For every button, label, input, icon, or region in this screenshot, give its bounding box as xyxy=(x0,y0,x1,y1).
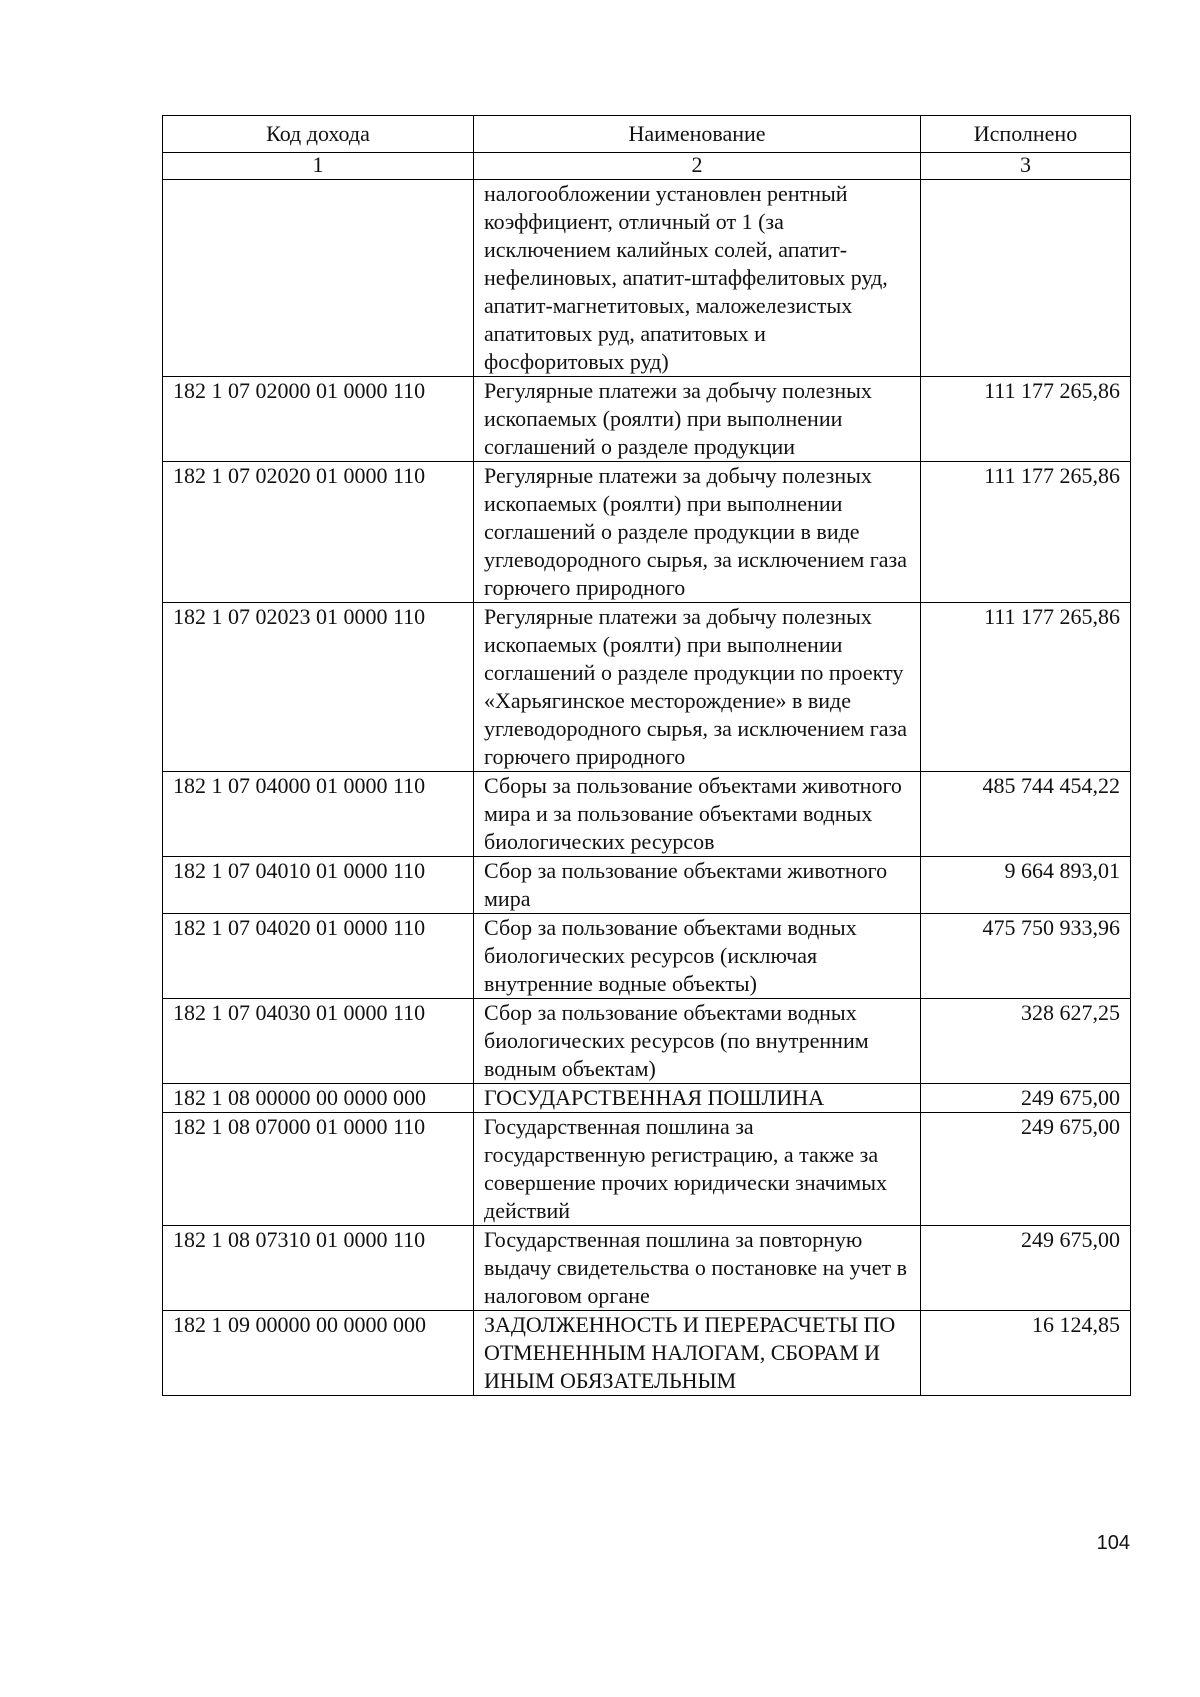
row-code: 182 1 09 00000 00 0000 000 xyxy=(163,1311,474,1396)
table-row xyxy=(163,914,1131,999)
row-amount: 249 675,00 xyxy=(921,1226,1131,1311)
table-row xyxy=(163,462,1131,603)
column-number: 3 xyxy=(921,153,1131,180)
row-amount: 249 675,00 xyxy=(921,1084,1131,1113)
column-number: 2 xyxy=(474,153,921,180)
row-amount: 111 177 265,86 xyxy=(921,603,1131,772)
row-code: 182 1 07 02000 01 0000 110 xyxy=(163,377,474,462)
header-code: Код дохода xyxy=(163,116,474,153)
row-name: Сбор за пользование объектами водных биологических ресурсов (по внутренним водным объектам) xyxy=(474,999,921,1084)
row-name: Регулярные платежи за добычу полезных ископаемых (роялти) при выполнении соглашений о разделе продукции в виде углеводородного сырья, за исключением газа горючего природного xyxy=(474,462,921,603)
row-amount: 111 177 265,86 xyxy=(921,462,1131,603)
row-code: 182 1 07 02020 01 0000 110 xyxy=(163,462,474,603)
revenue-table xyxy=(162,115,1131,1396)
row-code xyxy=(163,180,474,377)
table-row xyxy=(163,772,1131,857)
row-amount: 16 124,85 xyxy=(921,1311,1131,1396)
row-name: Регулярные платежи за добычу полезных ископаемых (роялти) при выполнении соглашений о разделе продукции по проекту «Харьягинское месторождение» в виде углеводородного сырья, за исключением газа горючего природного xyxy=(474,603,921,772)
row-code: 182 1 08 07310 01 0000 110 xyxy=(163,1226,474,1311)
row-name: Сборы за пользование объектами животного мира и за пользование объектами водных биологических ресурсов xyxy=(474,772,921,857)
column-number-row xyxy=(163,153,1131,180)
table-row xyxy=(163,1226,1131,1311)
header-name: Наименование xyxy=(474,116,921,153)
row-amount: 475 750 933,96 xyxy=(921,914,1131,999)
row-name: налогообложении установлен рентный коэффициент, отличный от 1 (за исключением калийных солей, апатит-нефелиновых, апатит-штаффелитовых руд, апатит-магнетитовых, маложелезистых апатитовых руд, апатитовых и фосфоритовых руд) xyxy=(474,180,921,377)
row-name: Сбор за пользование объектами водных биологических ресурсов (исключая внутренние водные объекты) xyxy=(474,914,921,999)
table-row xyxy=(163,603,1131,772)
row-code: 182 1 08 07000 01 0000 110 xyxy=(163,1113,474,1226)
row-code: 182 1 07 04010 01 0000 110 xyxy=(163,857,474,914)
table-row xyxy=(163,377,1131,462)
table-row xyxy=(163,999,1131,1084)
column-number: 1 xyxy=(163,153,474,180)
row-name: ГОСУДАРСТВЕННАЯ ПОШЛИНА xyxy=(474,1084,921,1113)
row-name: Государственная пошлина за государственную регистрацию, а также за совершение прочих юридически значимых действий xyxy=(474,1113,921,1226)
row-amount xyxy=(921,180,1131,377)
row-name: Регулярные платежи за добычу полезных ископаемых (роялти) при выполнении соглашений о разделе продукции xyxy=(474,377,921,462)
table-row xyxy=(163,1113,1131,1226)
table-row xyxy=(163,857,1131,914)
row-code: 182 1 07 04000 01 0000 110 xyxy=(163,772,474,857)
row-name: Государственная пошлина за повторную выдачу свидетельства о постановке на учет в налоговом органе xyxy=(474,1226,921,1311)
row-amount: 328 627,25 xyxy=(921,999,1131,1084)
row-name: Сбор за пользование объектами животного мира xyxy=(474,857,921,914)
row-code: 182 1 08 00000 00 0000 000 xyxy=(163,1084,474,1113)
row-code: 182 1 07 04030 01 0000 110 xyxy=(163,999,474,1084)
row-amount: 9 664 893,01 xyxy=(921,857,1131,914)
table-row xyxy=(163,1311,1131,1396)
row-code: 182 1 07 04020 01 0000 110 xyxy=(163,914,474,999)
table-row xyxy=(163,1084,1131,1113)
row-amount: 249 675,00 xyxy=(921,1113,1131,1226)
row-code: 182 1 07 02023 01 0000 110 xyxy=(163,603,474,772)
row-amount: 485 744 454,22 xyxy=(921,772,1131,857)
header-amount: Исполнено xyxy=(921,116,1131,153)
page-number: 104 xyxy=(1096,1532,1130,1554)
header-row xyxy=(163,116,1131,153)
table-row xyxy=(163,180,1131,377)
row-amount: 111 177 265,86 xyxy=(921,377,1131,462)
row-name: ЗАДОЛЖЕННОСТЬ И ПЕРЕРАСЧЕТЫ ПО ОТМЕНЕННЫМ НАЛОГАМ, СБОРАМ И ИНЫМ ОБЯЗАТЕЛЬНЫМ xyxy=(474,1311,921,1396)
